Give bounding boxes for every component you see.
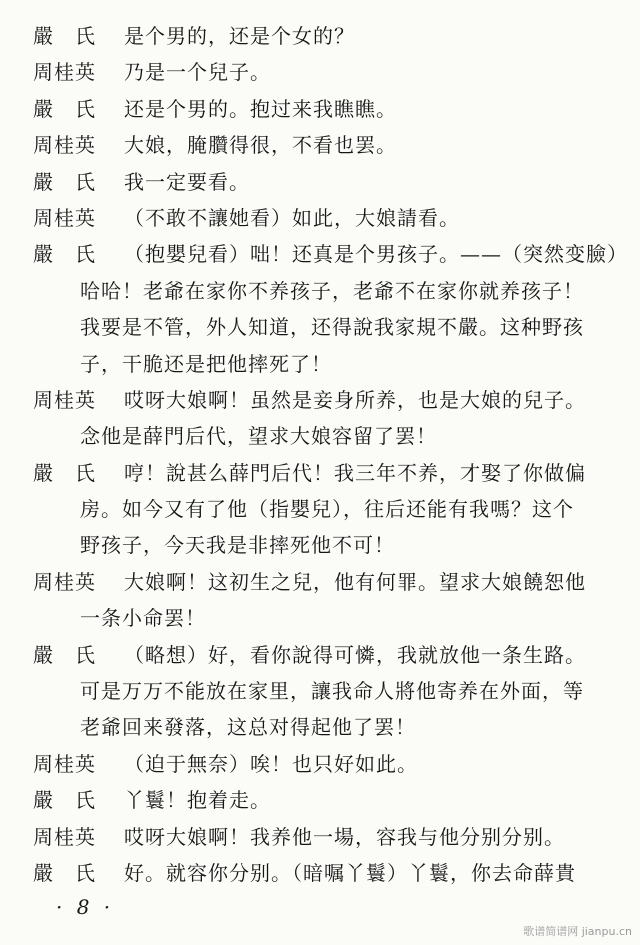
dialogue-line [0, 127, 640, 163]
dialogue-continuation: 房。如今又有了他（指嬰兒），往后还能有我嗎？这个 [80, 497, 574, 522]
dialogue-text: （迫于無奈）唉！也只好如此。 [124, 751, 418, 776]
dialogue-line [0, 746, 640, 782]
dialogue-line [0, 236, 640, 272]
dialogue-continuation: 我要是不管，外人知道，还得說我家規不嚴。这种野孩 [80, 315, 584, 340]
script-body [0, 18, 640, 891]
dialogue-text: 大娘，腌臢得很，不看也罢。 [124, 133, 397, 158]
dialogue-text: （略想）好，看你說得可憐，我就放他一条生路。 [124, 642, 586, 667]
dialogue-text: 好。就容你分别。（暗嘱丫鬟）丫鬟，你去命薛貴 [124, 860, 576, 885]
dialogue-line [0, 600, 640, 636]
dialogue-text: 是个男的，还是个女的？ [124, 24, 355, 48]
dialogue-line [0, 309, 640, 345]
speaker-name: 周桂英 [33, 60, 96, 85]
dialogue-line [0, 18, 640, 54]
dialogue-text: 我一定要看。 [124, 169, 250, 194]
dialogue-line [0, 673, 640, 709]
dialogue-text: 哼！說甚么薛門后代！我三年不养，才娶了你做偏 [124, 460, 586, 485]
speaker-name: 嚴 氏 [33, 96, 96, 121]
dialogue-line [0, 564, 640, 600]
speaker-name: 嚴 氏 [33, 788, 96, 813]
dialogue-line [0, 382, 640, 418]
dialogue-line [0, 855, 640, 891]
dialogue-line [0, 54, 640, 90]
dialogue-line [0, 91, 640, 127]
dialogue-text: 大娘啊！这初生之兒，他有何罪。望求大娘饒恕他 [124, 569, 586, 594]
dialogue-text: 丫鬟！抱着走。 [124, 788, 271, 813]
dialogue-continuation: 老爺回来發落，这总对得起他了罢！ [80, 715, 416, 740]
dialogue-text: 还是个男的。抱过来我瞧瞧。 [124, 96, 397, 121]
site-watermark: 歌谱简谱网 jianpu.cn [523, 925, 632, 938]
speaker-name: 嚴 氏 [33, 169, 96, 194]
speaker-name: 周桂英 [33, 824, 96, 849]
speaker-name: 嚴 氏 [33, 460, 96, 485]
dialogue-continuation: 哈哈！老爺在家你不养孩子，老爺不在家你就养孩子！ [80, 278, 584, 303]
dialogue-continuation: 可是万万不能放在家里，讓我命人將他寄养在外面，等 [80, 679, 584, 704]
speaker-name: 周桂英 [33, 569, 96, 594]
speaker-name: 嚴 氏 [33, 642, 96, 667]
dialogue-line [0, 164, 640, 200]
speaker-name: 周桂英 [33, 751, 96, 776]
dialogue-text: 哎呀大娘啊！我养他一場，容我与他分别分别。 [124, 824, 565, 849]
dialogue-line [0, 455, 640, 491]
dialogue-line [0, 200, 640, 236]
dialogue-continuation: 一条小命罢！ [80, 606, 206, 631]
dialogue-line [0, 346, 640, 382]
dialogue-line [0, 273, 640, 309]
page-number: · 8 · [56, 895, 115, 919]
dialogue-line [0, 782, 640, 818]
speaker-name: 周桂英 [33, 387, 96, 412]
dialogue-continuation: 念他是薛門后代，望求大娘容留了罢！ [80, 424, 437, 449]
dialogue-line [0, 491, 640, 527]
speaker-name: 嚴 氏 [33, 860, 96, 885]
speaker-name: 周桂英 [33, 133, 96, 158]
speaker-name: 嚴 氏 [33, 242, 96, 267]
dialogue-line [0, 819, 640, 855]
dialogue-continuation: 子，干脆还是把他摔死了！ [80, 351, 332, 376]
dialogue-text: （抱嬰兒看）咄！还真是个男孩子。——（突然变臉） [124, 242, 628, 267]
dialogue-text: 哎呀大娘啊！虽然是妾身所养，也是大娘的兒子。 [124, 387, 586, 412]
dialogue-line [0, 527, 640, 563]
dialogue-line [0, 637, 640, 673]
dialogue-continuation: 野孩子，今天我是非摔死他不可！ [80, 533, 395, 558]
dialogue-line [0, 709, 640, 745]
dialogue-line [0, 418, 640, 454]
speaker-name: 周桂英 [33, 205, 96, 230]
dialogue-text: （不敢不讓她看）如此，大娘請看。 [124, 205, 460, 230]
speaker-name: 嚴 氏 [33, 24, 96, 48]
dialogue-text: 乃是一个兒子。 [124, 60, 271, 85]
